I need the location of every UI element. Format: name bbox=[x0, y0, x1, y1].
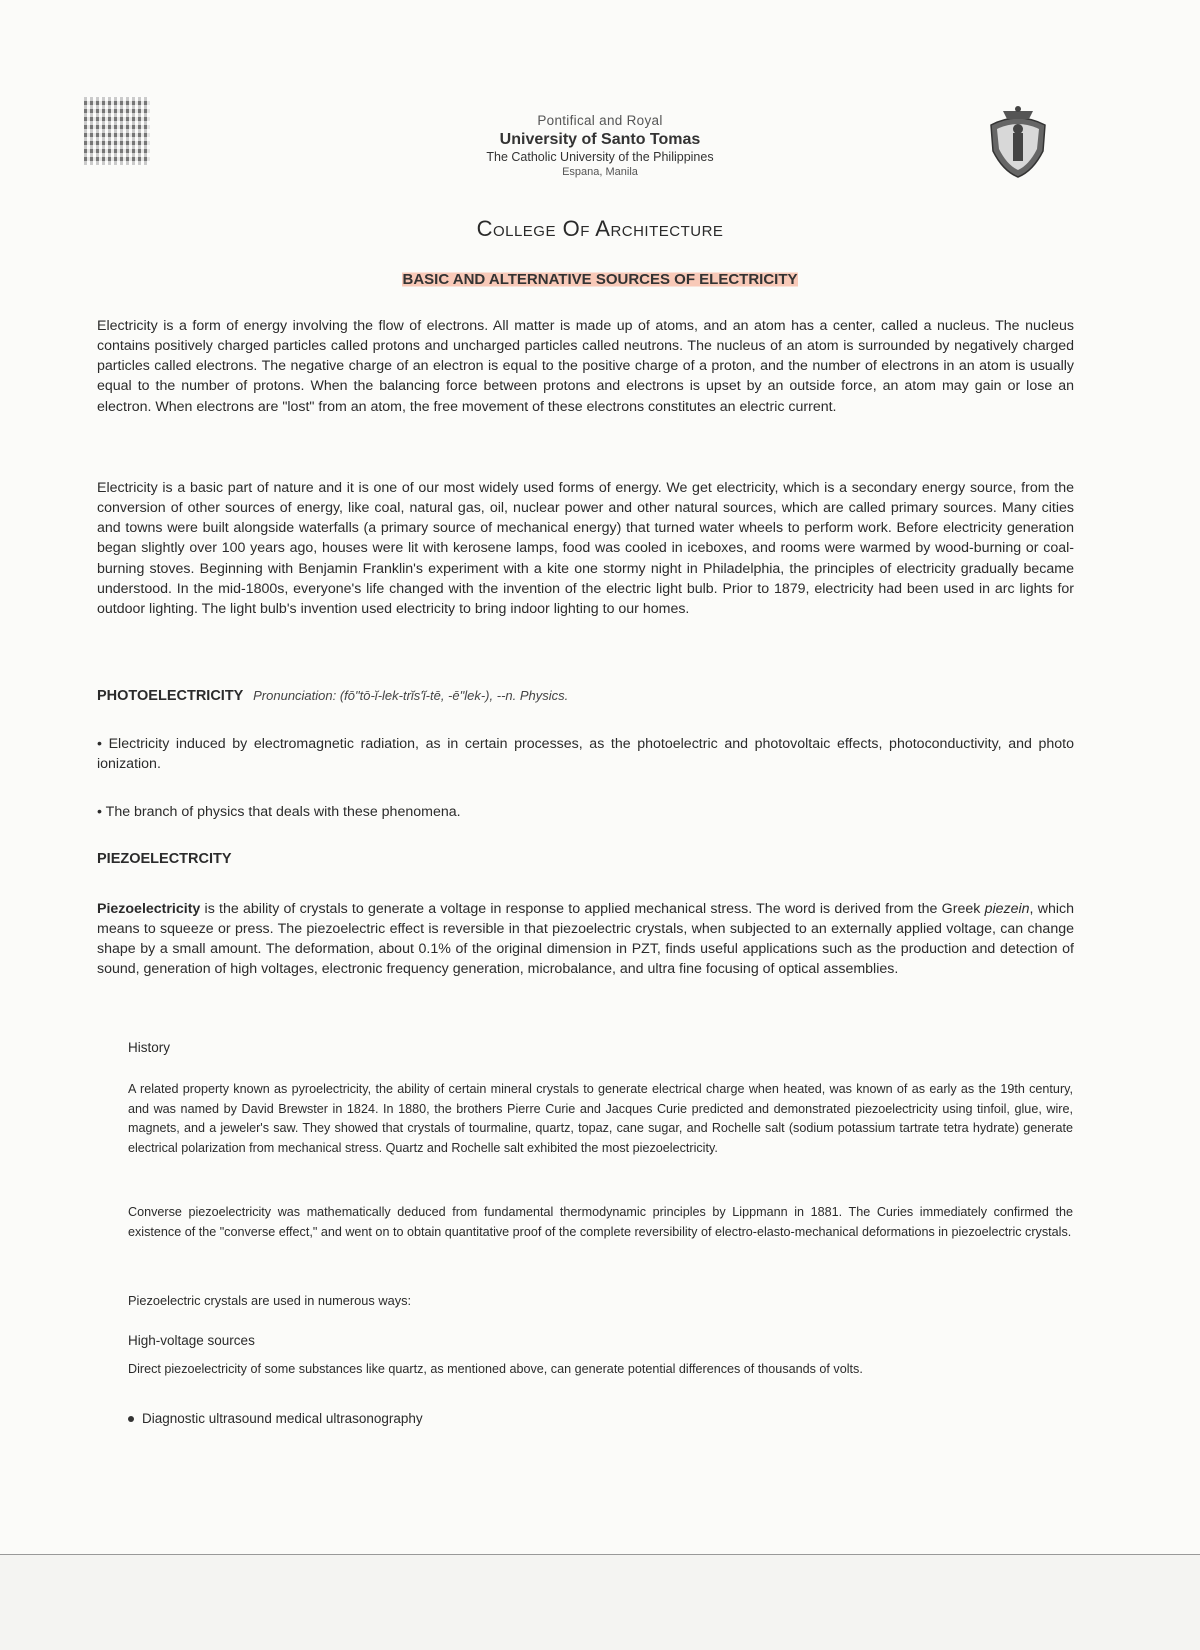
history-heading: History bbox=[128, 1040, 171, 1055]
greek-word: piezein bbox=[984, 901, 1030, 917]
document-title bbox=[300, 271, 900, 288]
university-name: University of Santo Tomas bbox=[499, 130, 701, 148]
photoelectricity-title: PHOTOELECTRICITY bbox=[97, 688, 244, 704]
institution-header bbox=[400, 113, 800, 179]
photo-bullet-1: • Electricity induced by electromagnetic radiation, as in certain processes, as the photoelectric and photovoltaic effects, photoconductivity, and photo ionization. bbox=[97, 736, 1074, 773]
scan-margin bbox=[0, 1555, 1200, 1650]
catholic-line: The Catholic University of the Philippines bbox=[486, 149, 714, 164]
college-name: College Of Architecture bbox=[476, 216, 724, 241]
intro-paragraph-2: Electricity is a basic part of nature and it is one of our most widely used forms of energy. We get electricity, which is a secondary energy source, from the conversion of other sources of energy, like coal, natural gas, oil, nuclear power and other natural sources, which are called primary sources. Many cities and towns were built alongside waterfalls (a primary source of mechanical energy) that turned water wheels to perform work. Before electricity generation began slightly over 100 years ago, houses were lit with kerosene lamps, food was cooled in iceboxes, and rooms were warmed by wood-burning or coal-burning stoves. Beginning with Benjamin Franklin's experiment with a kite one stormy night in Philadelphia, the principles of electricity gradually became understood. In the mid-1800s, everyone's life changed with the invention of the electric light bulb. Prior to 1879, electricity had been used in arc lights for outdoor lighting. The light bulb's invention used electricity to bring indoor lighting to our homes. bbox=[97, 480, 1074, 617]
piezoelectricity-heading: PIEZOELECTRCITY bbox=[97, 851, 232, 867]
header-line1: Pontifical and Royal bbox=[537, 113, 663, 128]
location-line: Espana, Manila bbox=[562, 165, 638, 178]
ultrasound-bullet bbox=[128, 1411, 423, 1426]
history-paragraph-1: A related property known as pyroelectricity, the ability of certain mineral crystals to generate electrical charge when heated, was known of as early as the 19th century, and was named by David Brewster in 1824. In 1880, the brothers Pierre Curie and Jacques Curie predicted and demonstrated piezoelectricity using tinfoil, glue, wire, magnets, and a jeweler's saw. They showed that crystals of tourmaline, quartz, topaz, cane sugar, and Rochelle salt (sodium potassium tartrate tetra hydrate) generate electrical polarization from mechanical stress. Quartz and Rochelle salt exhibited the most piezoelectricity. bbox=[128, 1082, 1073, 1155]
qr-code-icon bbox=[84, 97, 150, 165]
history-paragraph-2: Converse piezoelectricity was mathematically deduced from fundamental thermodynamic principles by Lippmann in 1881. The Curies immediately confirmed the existence of the "converse effect," and went on to obtain quantitative proof of the complete reversibility of electro-elasto-mechanical deformations in piezoelectric crystals. bbox=[128, 1205, 1073, 1239]
pronunciation: Pronunciation: (fō"tō-ĭ-lek-trĭs'ĭ-tē, -ē"lek-), --n. Physics. bbox=[253, 688, 569, 703]
piezo-p1-end: , which means to squeeze or press. The piezoelectric effect is reversible in that piezoelectric crystals, when subjected to an externally applied voltage, can change shape by a small amount. The deformation, about 0.1% of the original dimension in PZT, finds useful applications such as the production and detection of sound, generation of high voltages, electronic frequency generation, microbalance, and ultra fine focusing of optical assemblies. bbox=[97, 901, 1074, 978]
photo-bullet-2: • The branch of physics that deals with these phenomena. bbox=[97, 804, 461, 820]
bullet-dot-icon bbox=[128, 1416, 134, 1422]
intro-paragraph-1: Electricity is a form of energy involving the flow of electrons. All matter is made up of atoms, and an atom has a center, called a nucleus. The nucleus contains positively charged particles called protons and uncharged particles called neutrons. The nucleus of an atom is surrounded by negatively charged particles called electrons. The negative charge of an electron is equal to the positive charge of a proton, and the number of electrons in an atom is usually equal to the number of protons. When the balancing force between protons and electrons is upset by an outside force, an atom may gain or lose an electron. When electrons are "lost" from an atom, the free movement of these electrons constitutes an electric current. bbox=[97, 318, 1074, 415]
high-voltage-heading: High-voltage sources bbox=[128, 1333, 255, 1348]
high-voltage-text: Direct piezoelectricity of some substances like quartz, as mentioned above, can generate potential differences of thousands of volts. bbox=[128, 1362, 863, 1376]
ultrasound-text: Diagnostic ultrasound medical ultrasonography bbox=[142, 1411, 423, 1426]
piezo-term: Piezoelectricity bbox=[97, 901, 201, 917]
piezo-p1-rest: is the ability of crystals to generate a voltage in response to applied mechanical stress. The word is derived from the Greek bbox=[200, 901, 985, 917]
photoelectricity-heading bbox=[97, 688, 568, 704]
title-text: BASIC AND ALTERNATIVE SOURCES OF ELECTRICITY bbox=[402, 271, 798, 288]
piezo-paragraph bbox=[97, 899, 1074, 980]
university-seal-icon bbox=[983, 103, 1053, 181]
uses-intro: Piezoelectric crystals are used in numerous ways: bbox=[128, 1293, 412, 1308]
